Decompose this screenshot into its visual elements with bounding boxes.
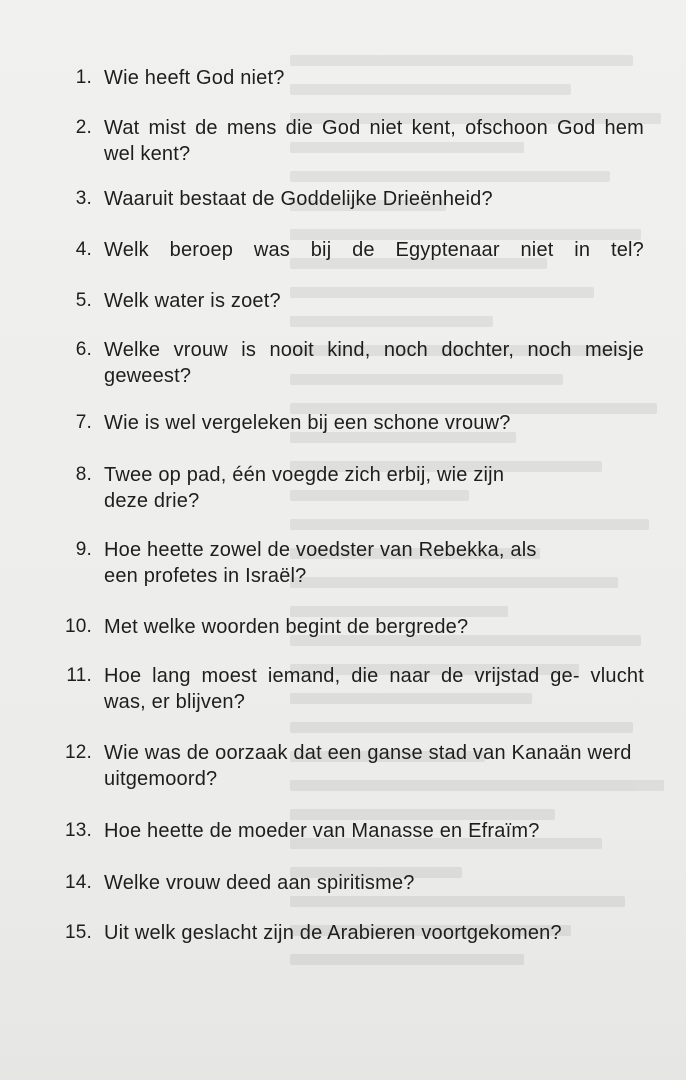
question-number: 1. — [75, 67, 92, 88]
question-text: Hoe heette de moeder van Manasse en Efraïm? — [104, 820, 540, 842]
question-number: 9. — [75, 539, 92, 560]
question-text: Welke vrouw deed aan spiritisme? — [104, 872, 415, 894]
question-number: 14. — [64, 872, 92, 893]
question-text: Hoe lang moest iemand, die naar de vrijstad ge- vlucht was, er blijven? — [104, 665, 644, 713]
question-number: 12. — [64, 742, 92, 763]
question-text: Welk beroep was bij de Egyptenaar niet in tel? — [104, 239, 644, 261]
question-text: Wat mist de mens die God niet kent, ofschoon God hem wel kent? — [104, 117, 644, 165]
question-text: Uit welk geslacht zijn de Arabieren voortgekomen? — [104, 922, 562, 944]
question-number: 11. — [66, 665, 92, 686]
question-number: 8. — [75, 464, 92, 485]
question-text: Welk water is zoet? — [104, 290, 281, 312]
question-number: 5. — [75, 290, 92, 311]
question-text: Welke vrouw is nooit kind, noch dochter, noch meisje geweest? — [104, 339, 644, 387]
question-text: Twee op pad, één voegde zich erbij, wie zijn deze drie? — [104, 464, 505, 512]
question-number: 13. — [64, 820, 92, 841]
question-number: 4. — [75, 239, 92, 260]
question-number: 10. — [64, 616, 92, 637]
question-number: 3. — [75, 188, 92, 209]
question-number: 6. — [75, 339, 92, 360]
question-text: Wie heeft God niet? — [104, 67, 285, 89]
question-text: Met welke woorden begint de bergrede? — [104, 616, 469, 638]
question-text: Waaruit bestaat de Goddelijke Drieënheid? — [104, 188, 493, 210]
question-text: Wie is wel vergeleken bij een schone vrouw? — [104, 412, 511, 434]
question-text: Wie was de oorzaak dat een ganse stad van Kanaän werd uitgemoord? — [104, 742, 632, 790]
question-number: 2. — [75, 117, 92, 138]
question-number: 15. — [64, 922, 92, 943]
question-text: Hoe heette zowel de voedster van Rebekka, als een profetes in Israël? — [104, 539, 537, 587]
question-number: 7. — [75, 412, 92, 433]
